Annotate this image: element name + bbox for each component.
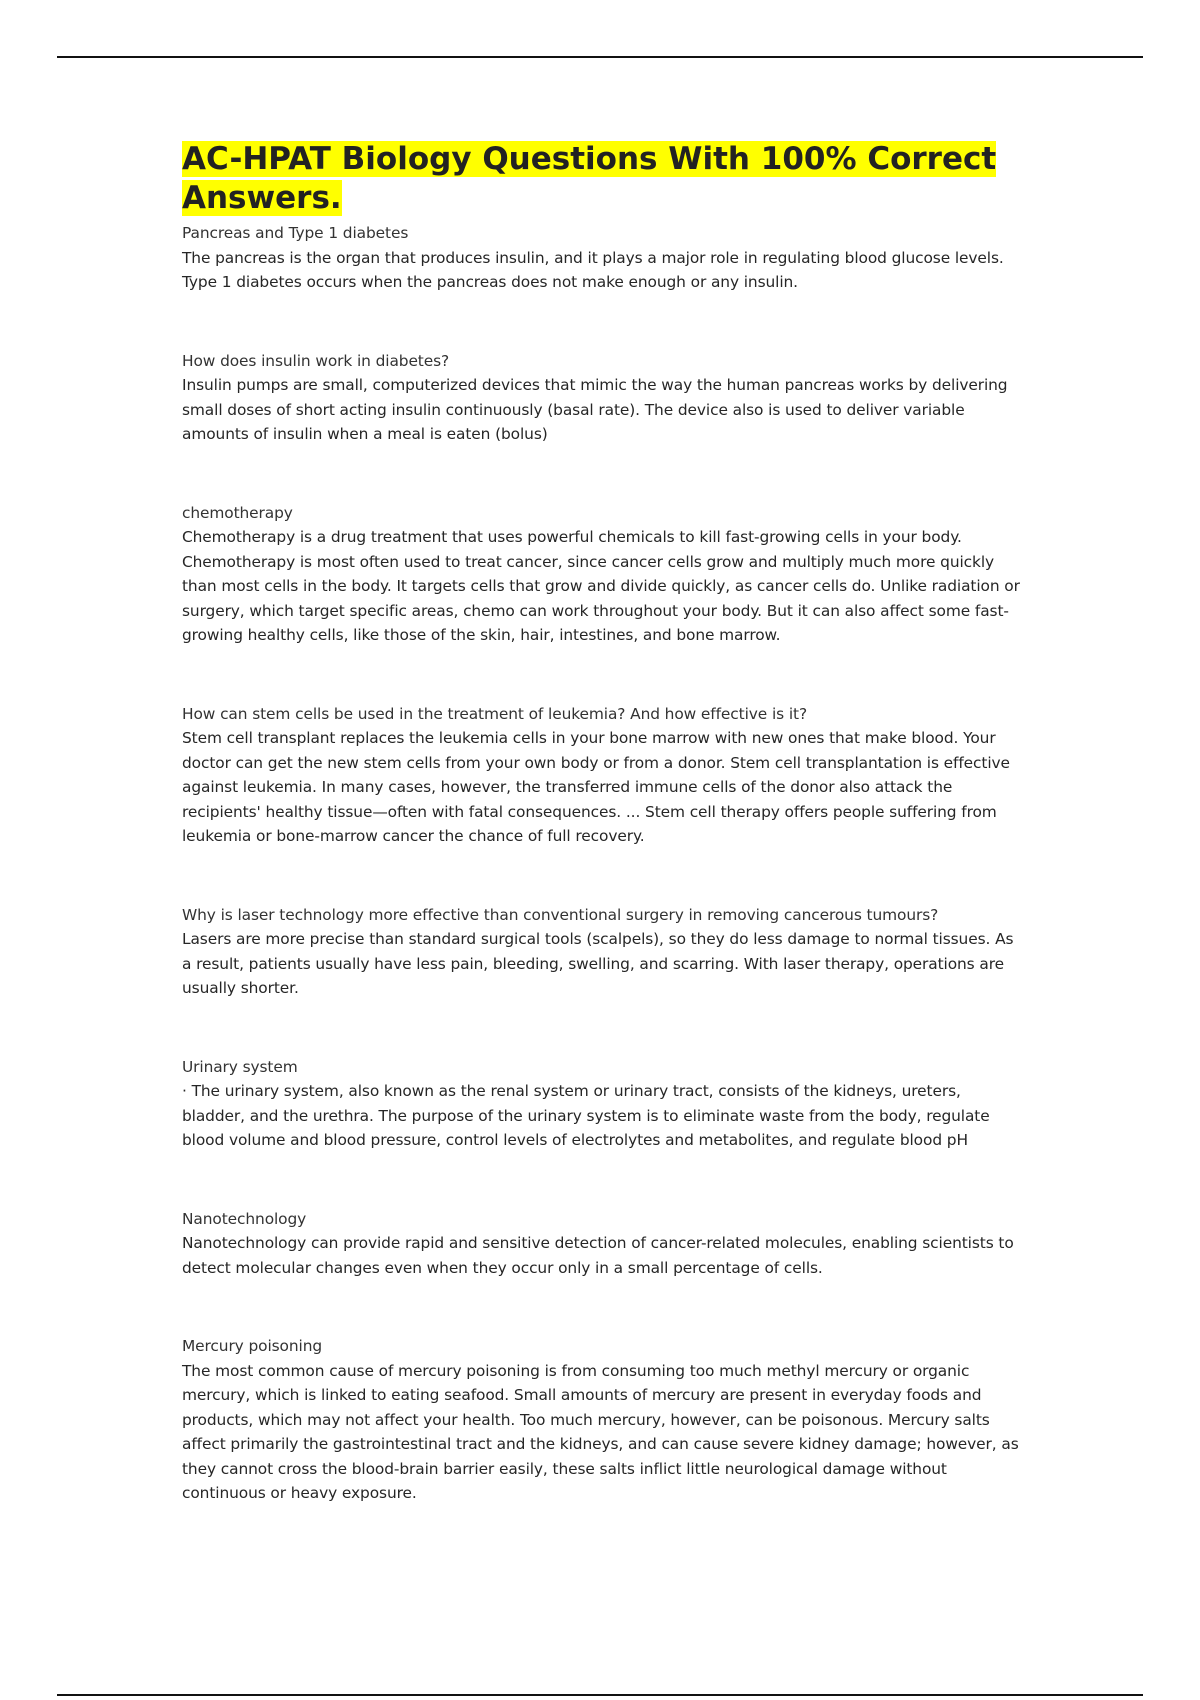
qa-entry-chemotherapy (182, 501, 1027, 648)
answer-text: Stem cell transplant replaces the leukemia cells in your bone marrow with new ones that make blood. Your doctor can get the new stem cells from your own body or from a donor. Stem cell transplantation is effective against leukemia. In many cases, however, the transferred immune cells of the donor also attack the recipients' healthy tissue—often with fatal consequences. ... Stem cell therapy offers people suffering from leukemia or bone-marrow cancer the chance of full recovery. (182, 729, 1010, 845)
qa-entry-nanotechnology (182, 1207, 1027, 1281)
answer-text: Insulin pumps are small, computerized devices that mimic the way the human pancreas works by delivering small doses of short acting insulin continuously (basal rate). The device also is used to deliver variable amounts of insulin when a meal is eaten (bolus) (182, 376, 1008, 443)
answer-text: The pancreas is the organ that produces insulin, and it plays a major role in regulating blood glucose levels. Type 1 diabetes occurs when the pancreas does not make enough or any insulin. (182, 248, 1004, 291)
question-text: chemotherapy (182, 503, 293, 522)
question-text: How does insulin work in diabetes? (182, 351, 450, 370)
qa-entry-stem-cells (182, 702, 1027, 849)
question-text: Urinary system (182, 1057, 298, 1076)
answer-text: · The urinary system, also known as the renal system or urinary tract, consists of the kidneys, ureters, bladder, and the urethra. The purpose of the urinary system is to eliminate waste from the body, regulate blood volume and blood pressure, control levels of electrolytes and metabolites, and regulate blood pH (182, 1082, 990, 1149)
question-text: Mercury poisoning (182, 1337, 323, 1355)
question-text: Nanotechnology (182, 1209, 307, 1228)
qa-entry-urinary (182, 1055, 1027, 1153)
question-text: Pancreas and Type 1 diabetes (182, 224, 409, 242)
qa-entry-mercury (182, 1334, 1027, 1506)
question-text: Why is laser technology more effective than conventional surgery in removing cancerous tumours? (182, 905, 939, 924)
answer-text: Chemotherapy is a drug treatment that uses powerful chemicals to kill fast-growing cells in your body. Chemotherapy is most often used to treat cancer, since cancer cells grow and multiply much more quickly than most cells in the body. It targets cells that grow and divide quickly, as cancer cells do. Unlike radiation or surgery, which target specific areas, chemo can work throughout your body. But it can also affect some fast-growing healthy cells, like those of the skin, hair, intestines, and bone marrow. (182, 528, 1020, 644)
answer-text: The most common cause of mercury poisoning is from consuming too much methyl mercury or organic mercury, which is linked to eating seafood. Small amounts of mercury are present in everyday foods and products, which may not affect your health. Too much mercury, however, can be poisonous. Mercury salts affect primarily the gastrointestinal tract and the kidneys, and can cause severe kidney damage; however, as they cannot cross the blood-brain barrier easily, these salts inflict little neurological damage without continuous or heavy exposure. (182, 1361, 1019, 1502)
top-rule (57, 56, 1143, 58)
qa-entry-insulin (182, 349, 1027, 447)
answer-text: Lasers are more precise than standard surgical tools (scalpels), so they do less damage to normal tissues. As a result, patients usually have less pain, bleeding, swelling, and scarring. With laser therapy, operations are usually shorter. (182, 930, 1014, 997)
qa-entry-pancreas (182, 221, 1027, 295)
document-title (182, 140, 1027, 218)
document-title-text: AC-HPAT Biology Questions With 100% Correct Answers. (182, 141, 997, 216)
question-text: How can stem cells be used in the treatment of leukemia? And how effective is it? (182, 704, 808, 723)
answer-text: Nanotechnology can provide rapid and sensitive detection of cancer-related molecules, enabling scientists to detect molecular changes even when they occur only in a small percentage of cells. (182, 1234, 1014, 1277)
bottom-rule (57, 1694, 1143, 1696)
qa-entry-laser (182, 903, 1027, 1001)
document-body (182, 140, 1027, 1560)
